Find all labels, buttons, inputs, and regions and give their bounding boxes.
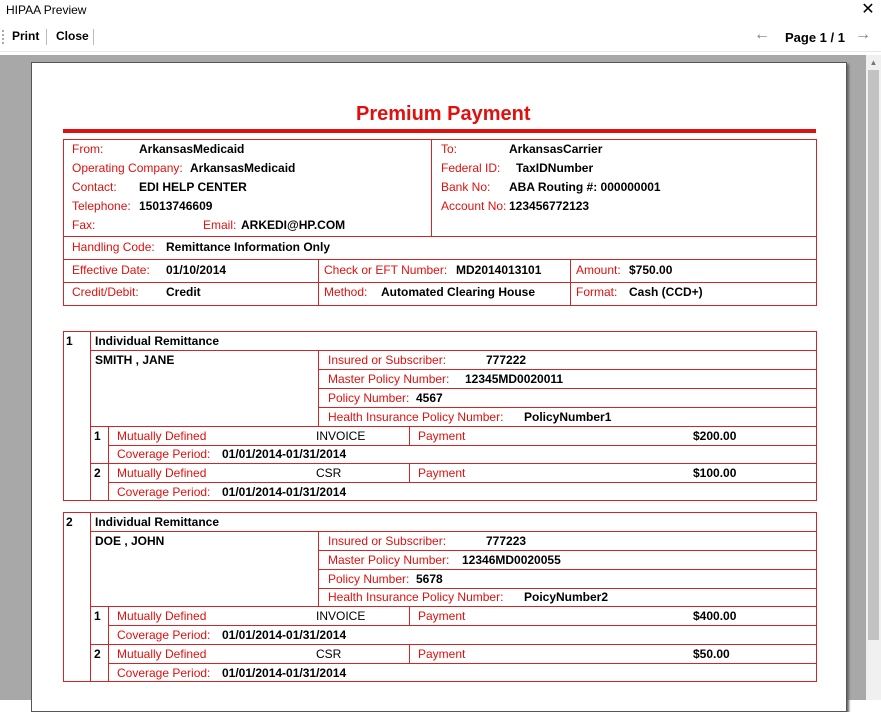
window-close-button[interactable]: ✕ — [861, 1, 875, 18]
payment-label: Payment — [418, 466, 466, 480]
payment-amount: $400.00 — [693, 609, 737, 623]
payment-label: Payment — [418, 647, 466, 661]
payment-amount: $100.00 — [693, 466, 737, 480]
line-number: 1 — [94, 429, 101, 443]
rule — [108, 625, 817, 626]
column-divider — [409, 644, 410, 663]
rule — [63, 259, 817, 260]
master-policy-label: Master Policy Number: — [328, 553, 450, 567]
column-divider — [318, 259, 319, 306]
format-label: Format: — [576, 285, 618, 299]
remittance-header: Individual Remittance — [95, 515, 220, 529]
bank-no-label: Bank No: — [441, 180, 491, 194]
method-value: Automated Clearing House — [381, 285, 536, 299]
policy-number-value: 4567 — [416, 391, 443, 405]
amount-value: $750.00 — [629, 263, 673, 277]
close-button[interactable]: Close — [56, 29, 89, 43]
prev-page-icon[interactable]: ← — [754, 26, 770, 43]
handling-code-value: Remittance Information Only — [166, 240, 331, 254]
next-page-icon[interactable]: → — [855, 26, 871, 43]
fax-label: Fax: — [72, 218, 96, 232]
telephone-value: 15013746609 — [139, 199, 213, 213]
payment-label: Payment — [418, 609, 466, 623]
policy-number-value: 5678 — [416, 572, 443, 586]
rule — [108, 663, 817, 664]
operating-company-value: ArkansasMedicaid — [190, 161, 296, 175]
coverage-period-value: 01/01/2014-01/31/2014 — [222, 666, 347, 680]
bank-no-value: ABA Routing #: 000000001 — [509, 180, 661, 194]
policy-number-label: Policy Number: — [328, 391, 410, 405]
column-divider — [409, 463, 410, 482]
toolbar-separator — [93, 29, 94, 45]
from-value: ArkansasMedicaid — [139, 142, 245, 156]
check-eft-value: MD2014013101 — [456, 263, 542, 277]
health-policy-value: PoicyNumber2 — [524, 590, 609, 604]
insured-value: 777223 — [486, 534, 527, 548]
remittance-number: 1 — [66, 334, 73, 348]
column-divider — [570, 259, 571, 306]
email-label: Email: — [203, 218, 237, 232]
rule — [90, 350, 817, 351]
rule — [63, 236, 817, 237]
rule — [318, 369, 817, 370]
title-rule — [63, 129, 816, 133]
column-divider — [90, 512, 91, 682]
operating-company-label: Operating Company: — [72, 161, 183, 175]
column-divider — [409, 606, 410, 625]
column-divider — [409, 426, 410, 445]
remittance-name: SMITH , JANE — [95, 353, 175, 367]
column-divider — [90, 331, 91, 501]
credit-debit-value: Credit — [166, 285, 201, 299]
telephone-label: Telephone: — [72, 199, 131, 213]
mutually-defined-label: Mutually Defined — [117, 609, 207, 623]
line-number: 2 — [94, 466, 101, 480]
email-value: ARKEDI@HP.COM — [241, 218, 346, 232]
handling-code-label: Handling Code: — [72, 240, 155, 254]
coverage-period-label: Coverage Period: — [117, 447, 211, 461]
check-eft-label: Check or EFT Number: — [324, 263, 448, 277]
window-titlebar — [0, 0, 881, 22]
remittance-number: 2 — [66, 515, 73, 529]
master-policy-value: 12345MD0020011 — [465, 372, 564, 386]
remittance-name: DOE , JOHN — [95, 534, 165, 548]
insured-value: 777222 — [486, 353, 527, 367]
document-title: Premium Payment — [356, 103, 531, 125]
mutually-defined-value: INVOICE — [316, 429, 366, 443]
master-policy-label: Master Policy Number: — [328, 372, 450, 386]
policy-number-label: Policy Number: — [328, 572, 410, 586]
payment-amount: $200.00 — [693, 429, 737, 443]
line-number: 2 — [94, 647, 101, 661]
master-policy-value: 12346MD0020055 — [462, 553, 561, 567]
to-value: ArkansasCarrier — [509, 142, 603, 156]
coverage-period-label: Coverage Period: — [117, 666, 211, 680]
coverage-period-label: Coverage Period: — [117, 628, 211, 642]
coverage-period-value: 01/01/2014-01/31/2014 — [222, 628, 347, 642]
credit-debit-label: Credit/Debit: — [72, 285, 139, 299]
rule — [318, 569, 817, 570]
mutually-defined-label: Mutually Defined — [117, 647, 207, 661]
window-title: HIPAA Preview — [6, 3, 87, 17]
mutually-defined-value: CSR — [316, 647, 342, 661]
payment-label: Payment — [418, 429, 466, 443]
coverage-period-label: Coverage Period: — [117, 485, 211, 499]
federal-id-label: Federal ID: — [441, 161, 501, 175]
remittance-header: Individual Remittance — [95, 334, 220, 348]
mutually-defined-label: Mutually Defined — [117, 429, 207, 443]
rule — [318, 588, 817, 589]
mutually-defined-value: INVOICE — [316, 609, 366, 623]
rule — [63, 282, 817, 283]
rule — [90, 606, 817, 607]
mutually-defined-label: Mutually Defined — [117, 466, 207, 480]
toolbar — [0, 24, 881, 52]
toolbar-separator — [46, 29, 47, 45]
account-no-value: 123456772123 — [509, 199, 590, 213]
coverage-period-value: 01/01/2014-01/31/2014 — [222, 485, 347, 499]
health-policy-label: Health Insurance Policy Number: — [328, 410, 504, 424]
contact-value: EDI HELP CENTER — [139, 180, 247, 194]
rule — [318, 550, 817, 551]
vertical-scrollbar[interactable] — [866, 55, 881, 700]
method-label: Method: — [324, 285, 368, 299]
payment-amount: $50.00 — [693, 647, 730, 661]
header-divider — [431, 139, 432, 237]
effective-date-label: Effective Date: — [72, 263, 150, 277]
health-policy-value: PolicyNumber1 — [524, 410, 612, 424]
health-policy-label: Health Insurance Policy Number: — [328, 590, 504, 604]
scroll-up-icon[interactable]: ▲ — [869, 58, 878, 67]
scroll-thumb[interactable] — [868, 70, 879, 640]
rule — [90, 644, 817, 645]
rule — [108, 482, 817, 483]
rule — [90, 426, 817, 427]
toolbar-grip[interactable] — [2, 30, 4, 44]
coverage-period-value: 01/01/2014-01/31/2014 — [222, 447, 347, 461]
from-label: From: — [72, 142, 104, 156]
rule — [90, 463, 817, 464]
insured-label: Insured or Subscriber: — [328, 534, 447, 548]
rule — [318, 388, 817, 389]
print-button[interactable]: Print — [12, 29, 40, 43]
rule — [108, 445, 817, 446]
amount-label: Amount: — [576, 263, 621, 277]
rule — [90, 531, 817, 532]
insured-label: Insured or Subscriber: — [328, 353, 447, 367]
format-value: Cash (CCD+) — [629, 285, 703, 299]
to-label: To: — [441, 142, 458, 156]
federal-id-value: TaxIDNumber — [516, 161, 594, 175]
mutually-defined-value: CSR — [316, 466, 342, 480]
page-indicator: Page 1 / 1 — [785, 30, 845, 45]
line-number: 1 — [94, 609, 101, 623]
effective-date-value: 01/10/2014 — [166, 263, 227, 277]
rule — [318, 407, 817, 408]
account-no-label: Account No: — [441, 199, 507, 213]
contact-label: Contact: — [72, 180, 117, 194]
